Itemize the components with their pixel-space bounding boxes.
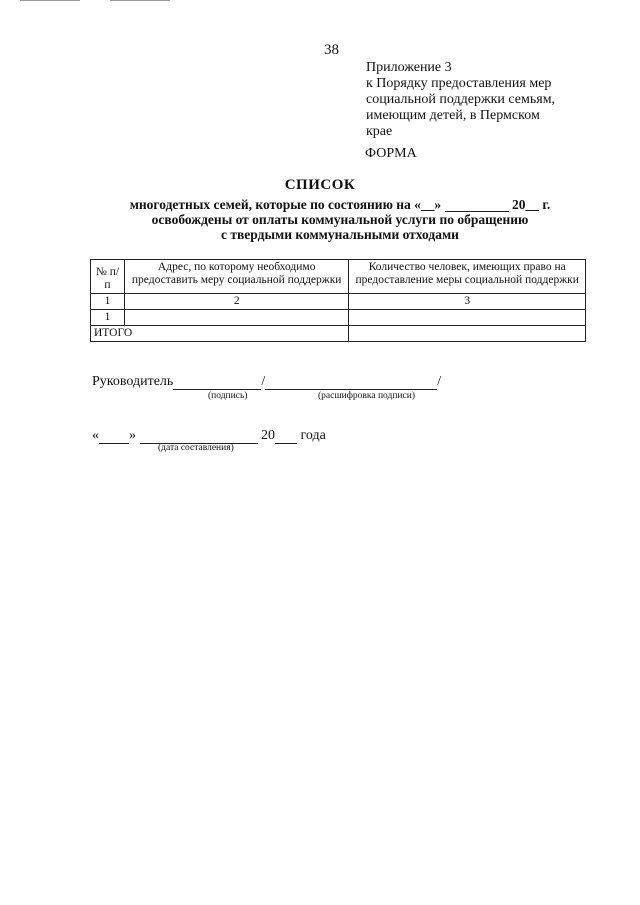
- page-number: 38: [324, 42, 339, 58]
- appendix-line: социальной поддержки семьям,: [366, 92, 556, 107]
- date-year-suffix: года: [300, 428, 326, 443]
- header-count: Количество человек, имеющих право на предоставление меры социальной поддержки: [349, 260, 586, 294]
- document-subtitle: [95, 197, 585, 242]
- signature-slash: /: [261, 374, 266, 389]
- decode-hint: (расшифровка подписи): [318, 391, 415, 401]
- signature-slash: /: [437, 374, 442, 389]
- total-value: [349, 326, 586, 342]
- scan-edge-line: [20, 0, 80, 1]
- appendix-line: к Порядку предоставления мер: [366, 76, 552, 91]
- table-header-row: [91, 260, 586, 294]
- header-address: Адрес, по которому необходимо предоставить меру социальной поддержки: [124, 260, 349, 294]
- row-address: [124, 310, 349, 326]
- document-title: СПИСОК: [284, 177, 356, 193]
- table-column-numbers-row: [91, 294, 586, 310]
- form-label: ФОРМА: [365, 146, 417, 161]
- subtitle-line-1: многодетных семей, которые по состоянию на «__»: [129, 197, 442, 212]
- row-count: [349, 310, 586, 326]
- signature-row: [92, 374, 441, 390]
- year-blank: [275, 429, 297, 444]
- column-number: 1: [91, 294, 125, 310]
- appendix-line: Приложение 3: [366, 60, 452, 75]
- column-number: 2: [124, 294, 349, 310]
- decode-blank: [265, 375, 437, 390]
- date-row: [92, 428, 326, 444]
- table-total-row: [91, 326, 586, 342]
- total-label: ИТОГО: [91, 326, 349, 342]
- scan-edge-line: [110, 0, 170, 1]
- signature-label: Руководитель: [92, 374, 174, 389]
- date-open-quote: «: [92, 428, 99, 443]
- families-table: [90, 259, 586, 342]
- signature-hint: (подпись): [208, 391, 248, 401]
- subtitle-year: 20__ г.: [511, 197, 551, 212]
- date-hint: (дата составления): [158, 443, 234, 453]
- month-blank: [445, 197, 509, 212]
- date-close-quote: »: [129, 428, 136, 443]
- column-number: 3: [349, 294, 586, 310]
- appendix-line: крае: [366, 124, 393, 139]
- subtitle-line-2: освобождены от оплаты коммунальной услуги по обращению: [151, 212, 529, 227]
- day-blank: [99, 429, 129, 444]
- subtitle-line-3: с твердыми коммунальными отходами: [221, 227, 459, 242]
- month-date-blank: [140, 429, 258, 444]
- appendix-note: [366, 60, 586, 140]
- header-number: № п/п: [91, 260, 125, 294]
- table-row: [91, 310, 586, 326]
- row-number: 1: [91, 310, 125, 326]
- date-year-prefix: 20: [261, 428, 275, 443]
- signature-blank: [173, 375, 261, 390]
- appendix-line: имеющим детей, в Пермском: [366, 108, 540, 123]
